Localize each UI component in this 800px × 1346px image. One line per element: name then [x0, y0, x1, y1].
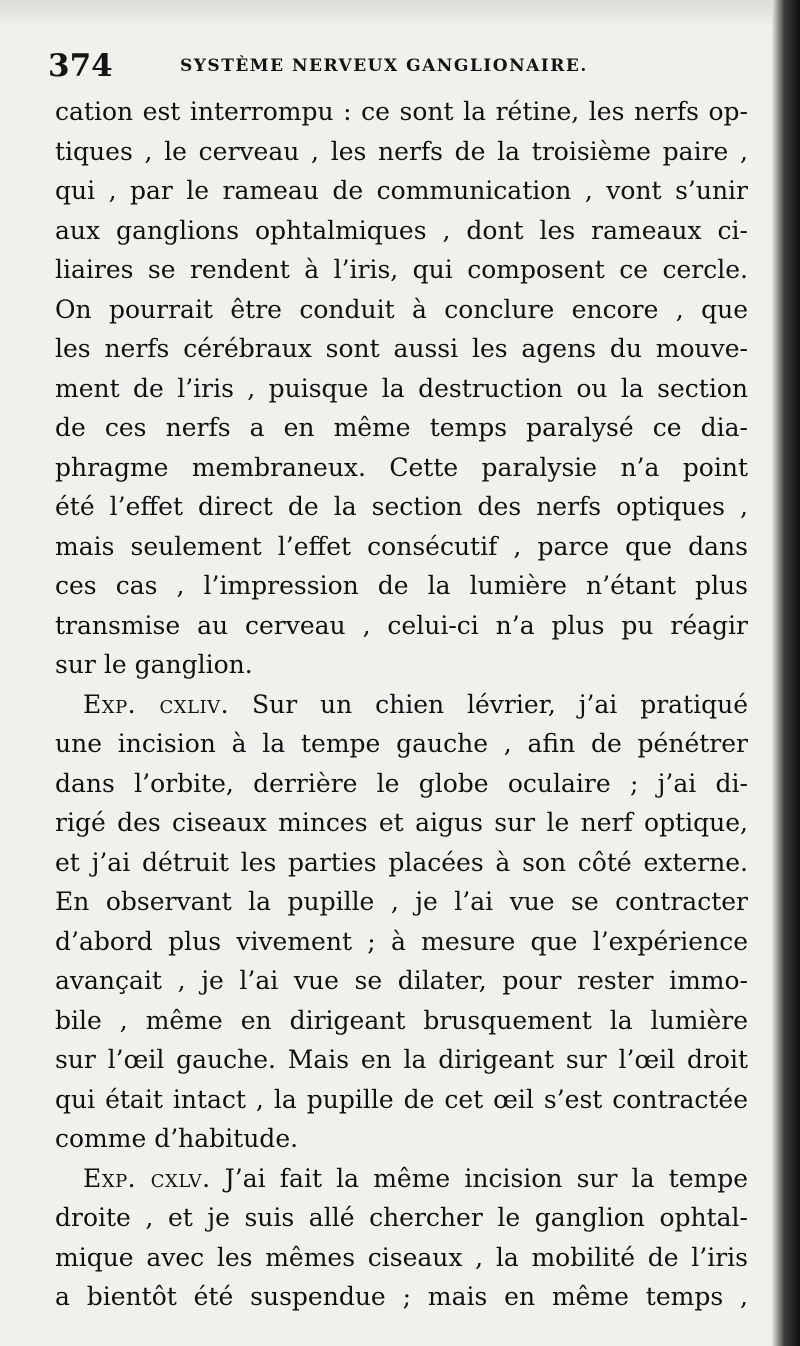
- text-line: En observant la pupille , je l’ai vue se contracter: [55, 887, 748, 916]
- running-head: [48, 46, 748, 86]
- experiment-label: Exp. cxlv.: [83, 1163, 211, 1193]
- text-line: une incision à la tempe gauche , afin de pénétrer: [55, 729, 748, 758]
- text-line: ces cas , l’impression de la lumière n’étant plus: [55, 571, 748, 600]
- text-line: qui était intact , la pupille de cet œil s’est contractée: [55, 1084, 748, 1114]
- paragraph-exp-cxliv: [55, 685, 748, 1159]
- text-line: transmise au cerveau , celui-ci n’a plus pu réagir: [55, 610, 748, 640]
- text-line: comme d’habitude.: [55, 1124, 299, 1153]
- text-line: liaires se rendent à l’iris, qui composent ce cercle.: [55, 255, 748, 284]
- scan-top-edge: [0, 0, 800, 28]
- text-line: d’abord plus vivement ; à mesure que l’expérience: [55, 926, 748, 956]
- paragraph-exp-cxlv: [55, 1159, 748, 1317]
- running-title: SYSTÈME NERVEUX GANGLIONAIRE.: [180, 56, 588, 76]
- text-line: cation est interrompu : ce sont la rétine, les nerfs op-: [55, 97, 748, 126]
- text-line: [55, 1159, 748, 1199]
- scan-right-edge: [772, 0, 800, 1346]
- text-line: les nerfs cérébraux sont aussi les agens du mouve-: [55, 334, 748, 363]
- text-line: dans l’orbite, derrière le globe oculaire ; j’ai di-: [55, 768, 748, 798]
- text-line: droite , et je suis allé chercher le ganglion ophtal-: [55, 1203, 748, 1232]
- text-line: phragme membraneux. Cette paralysie n’a point: [55, 452, 748, 482]
- text-line: et j’ai détruit les parties placées à son côté externe.: [55, 847, 748, 877]
- text-line: ment de l’iris , puisque la destruction ou la section: [55, 373, 748, 403]
- text-line: sur l’œil gauche. Mais en la dirigeant sur l’œil droit: [55, 1045, 748, 1074]
- first-line-text: J’ai fait la même incision sur la tempe: [224, 1163, 748, 1193]
- text-line: qui , par le rameau de communication , vont s’unir: [55, 176, 748, 205]
- text-line: a bientôt été suspendue ; mais en même temps ,: [55, 1282, 748, 1311]
- page-number: 374: [48, 48, 113, 84]
- text-line: mique avec les mêmes ciseaux , la mobilité de l’iris: [55, 1242, 748, 1272]
- paragraph-1: [55, 92, 748, 685]
- experiment-label: Exp. cxliv.: [83, 689, 230, 719]
- text-line: tiques , le cerveau , les nerfs de la troisième paire ,: [55, 136, 748, 166]
- text-line: sur le ganglion.: [55, 650, 253, 679]
- text-line: On pourrait être conduit à conclure encore , que: [55, 294, 748, 324]
- text-line: [55, 685, 748, 725]
- text-line: de ces nerfs a en même temps paralysé ce dia-: [55, 413, 748, 442]
- text-line: été l’effet direct de la section des nerfs optiques ,: [55, 492, 748, 521]
- text-line: rigé des ciseaux minces et aigus sur le nerf optique,: [55, 808, 748, 837]
- text-line: mais seulement l’effet consécutif , parce que dans: [55, 531, 748, 561]
- text-line: aux ganglions ophtalmiques , dont les rameaux ci-: [55, 215, 748, 245]
- text-line: avançait , je l’ai vue se dilater, pour rester immo-: [55, 966, 748, 995]
- first-line-text: Sur un chien lévrier, j’ai pratiqué: [252, 689, 748, 719]
- text-line: bile , même en dirigeant brusquement la lumière: [55, 1005, 748, 1035]
- body-text: [55, 92, 748, 1317]
